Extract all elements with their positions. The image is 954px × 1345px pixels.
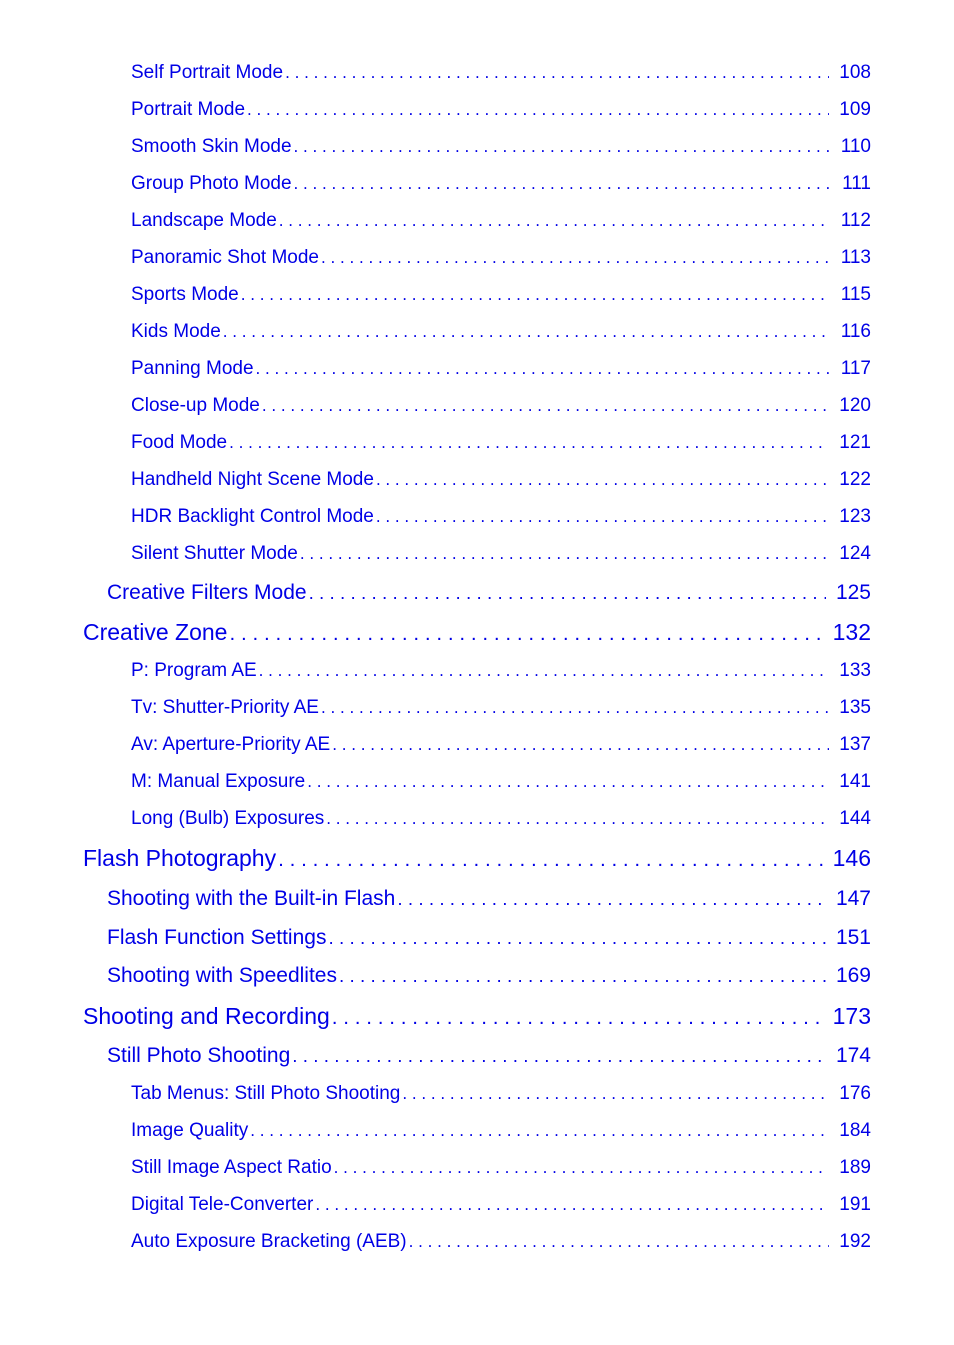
toc-entry-portrait-mode[interactable] xyxy=(131,99,871,121)
dot-leader xyxy=(305,772,829,792)
toc-entry-food-mode[interactable] xyxy=(131,432,871,454)
toc-entry-page: 184 xyxy=(839,1120,871,1141)
toc-entry-page: 123 xyxy=(839,506,871,527)
toc-entry-page: 169 xyxy=(835,964,871,987)
dot-leader xyxy=(277,211,831,231)
toc-entry-title: Panoramic Shot Mode xyxy=(131,247,319,268)
toc-entry-page: 111 xyxy=(842,173,871,194)
toc-entry-title: Flash Function Settings xyxy=(107,926,327,949)
dot-leader xyxy=(292,174,833,194)
dot-leader xyxy=(290,1046,826,1068)
toc-entry-group-photo-mode[interactable] xyxy=(131,173,871,195)
toc-entry-title: HDR Backlight Control Mode xyxy=(131,506,374,527)
toc-entry-tab-menus-still-photo-shooting[interactable] xyxy=(131,1083,871,1105)
dot-leader xyxy=(248,1121,829,1141)
toc-entry-page: 117 xyxy=(840,358,871,379)
dot-leader xyxy=(332,1158,830,1178)
toc-entry-p-program-ae[interactable] xyxy=(131,660,871,682)
toc-entry-panoramic-shot-mode[interactable] xyxy=(131,247,871,269)
toc-entry-page: 109 xyxy=(839,99,871,120)
toc-entry-page: 137 xyxy=(839,734,871,755)
toc-entry-title: Digital Tele-Converter xyxy=(131,1194,314,1215)
toc-entry-page: 174 xyxy=(835,1044,871,1067)
toc-entry-title: Image Quality xyxy=(131,1120,249,1141)
toc-entry-panning-mode[interactable] xyxy=(131,358,871,380)
dot-leader xyxy=(319,248,831,268)
toc-entry-page: 133 xyxy=(839,660,871,681)
toc-entry-title: Food Mode xyxy=(131,432,228,453)
toc-entry-page: 146 xyxy=(832,845,871,871)
dot-leader xyxy=(276,848,823,872)
toc-entry-title: Handheld Night Scene Mode xyxy=(131,469,374,490)
toc-entry-title: Self Portrait Mode xyxy=(131,62,284,83)
dot-leader xyxy=(395,889,826,911)
toc-entry-title: Panning Mode xyxy=(131,358,254,379)
toc-entry-still-image-aspect-ratio[interactable] xyxy=(131,1157,871,1179)
toc-entry-title: Smooth Skin Mode xyxy=(131,136,292,157)
toc-entry-hdr-backlight-control-mode[interactable] xyxy=(131,506,871,528)
toc-entry-shooting-with-built-in-flash[interactable] xyxy=(107,887,871,911)
toc-entry-page: 173 xyxy=(832,1003,871,1029)
toc-entry-handheld-night-scene-mode[interactable] xyxy=(131,469,871,491)
dot-leader xyxy=(313,1195,829,1215)
toc-entry-title: Auto Exposure Bracketing (AEB) xyxy=(131,1231,407,1252)
toc-entry-creative-filters-mode[interactable] xyxy=(107,581,871,605)
toc-entry-page: 147 xyxy=(835,887,871,910)
toc-entry-title: Flash Photography xyxy=(83,845,277,871)
toc-entry-title: Creative Filters Mode xyxy=(107,581,307,604)
toc-entry-title: Long (Bulb) Exposures xyxy=(131,808,325,829)
toc-entry-silent-shutter-mode[interactable] xyxy=(131,543,871,565)
toc-entry-image-quality[interactable] xyxy=(131,1120,871,1142)
toc-entry-title: Shooting with the Built-in Flash xyxy=(107,887,396,910)
toc-entry-title: Close-up Mode xyxy=(131,395,260,416)
toc-entry-title: M: Manual Exposure xyxy=(131,771,306,792)
toc-entry-page: 135 xyxy=(839,697,871,718)
toc-entry-title: Kids Mode xyxy=(131,321,221,342)
dot-leader xyxy=(400,1084,829,1104)
toc-entry-title: Landscape Mode xyxy=(131,210,277,231)
toc-entry-page: 151 xyxy=(835,926,871,949)
dot-leader xyxy=(307,583,826,605)
dot-leader xyxy=(239,285,831,305)
toc-entry-title: Portrait Mode xyxy=(131,99,246,120)
toc-entry-sports-mode[interactable] xyxy=(131,284,871,306)
toc-entry-tv-shutter-priority-ae[interactable] xyxy=(131,697,871,719)
dot-leader xyxy=(374,470,829,490)
dot-leader xyxy=(257,661,830,681)
toc-entry-title: Shooting with Speedlites xyxy=(107,964,337,987)
toc-entry-page: 176 xyxy=(839,1083,871,1104)
toc-entry-self-portrait-mode[interactable] xyxy=(131,62,871,84)
dot-leader xyxy=(254,359,831,379)
toc-entry-kids-mode[interactable] xyxy=(131,321,871,343)
dot-leader xyxy=(407,1232,830,1252)
dot-leader xyxy=(298,544,829,564)
toc-entry-title: Creative Zone xyxy=(83,619,228,645)
toc-entry-title: Tab Menus: Still Photo Shooting xyxy=(131,1083,401,1104)
dot-leader xyxy=(221,322,831,342)
toc-entry-page: 192 xyxy=(839,1231,871,1252)
toc-entry-page: 108 xyxy=(839,62,871,83)
toc-entry-page: 144 xyxy=(839,808,871,829)
toc-entry-page: 122 xyxy=(839,469,871,490)
toc-entry-page: 191 xyxy=(839,1194,871,1215)
toc-entry-page: 189 xyxy=(839,1157,871,1178)
toc-entry-av-aperture-priority-ae[interactable] xyxy=(131,734,871,756)
toc-entry-title: P: Program AE xyxy=(131,660,257,681)
toc-entry-close-up-mode[interactable] xyxy=(131,395,871,417)
toc-entry-page: 125 xyxy=(835,581,871,604)
toc-entry-page: 116 xyxy=(840,321,871,342)
toc-entry-page: 124 xyxy=(839,543,871,564)
toc-entry-title: Shooting and Recording xyxy=(83,1003,330,1029)
toc-entry-page: 112 xyxy=(840,210,871,231)
toc-entry-page: 113 xyxy=(840,247,871,268)
toc-entry-smooth-skin-mode[interactable] xyxy=(131,136,871,158)
toc-entry-title: Group Photo Mode xyxy=(131,173,292,194)
toc-entry-flash-photography[interactable] xyxy=(83,845,871,872)
toc-entry-still-photo-shooting[interactable] xyxy=(107,1044,871,1068)
toc-entry-page: 115 xyxy=(840,284,871,305)
toc-entry-title: Tv: Shutter-Priority AE xyxy=(131,697,319,718)
toc-entry-page: 110 xyxy=(840,136,871,157)
toc-entry-page: 141 xyxy=(839,771,871,792)
toc-entry-page: 121 xyxy=(839,432,871,453)
toc-entry-creative-zone[interactable] xyxy=(83,619,871,646)
dot-leader xyxy=(330,1006,823,1030)
dot-leader xyxy=(337,966,826,988)
toc-entry-auto-exposure-bracketing[interactable] xyxy=(131,1231,871,1253)
dot-leader xyxy=(324,809,829,829)
toc-entry-long-bulb-exposures[interactable] xyxy=(131,808,871,830)
dot-leader xyxy=(330,735,829,755)
dot-leader xyxy=(227,622,822,646)
toc-entry-shooting-and-recording[interactable] xyxy=(83,1003,871,1030)
dot-leader xyxy=(227,433,829,453)
toc-entry-flash-function-settings[interactable] xyxy=(107,926,871,950)
toc-entry-page: 132 xyxy=(832,619,871,645)
toc-entry-digital-tele-converter[interactable] xyxy=(131,1194,871,1216)
toc-entry-title: Sports Mode xyxy=(131,284,239,305)
dot-leader xyxy=(319,698,829,718)
dot-leader xyxy=(245,100,829,120)
toc-entry-shooting-with-speedlites[interactable] xyxy=(107,964,871,988)
toc-entry-title: Still Image Aspect Ratio xyxy=(131,1157,332,1178)
toc-entry-title: Silent Shutter Mode xyxy=(131,543,298,564)
toc-entry-landscape-mode[interactable] xyxy=(131,210,871,232)
toc-entry-m-manual-exposure[interactable] xyxy=(131,771,871,793)
toc-entry-title: Still Photo Shooting xyxy=(107,1044,291,1067)
dot-leader xyxy=(260,396,829,416)
toc-entry-page: 120 xyxy=(839,395,871,416)
dot-leader xyxy=(283,63,829,83)
dot-leader xyxy=(326,928,826,950)
dot-leader xyxy=(292,137,831,157)
toc-entry-title: Av: Aperture-Priority AE xyxy=(131,734,331,755)
dot-leader xyxy=(374,507,829,527)
